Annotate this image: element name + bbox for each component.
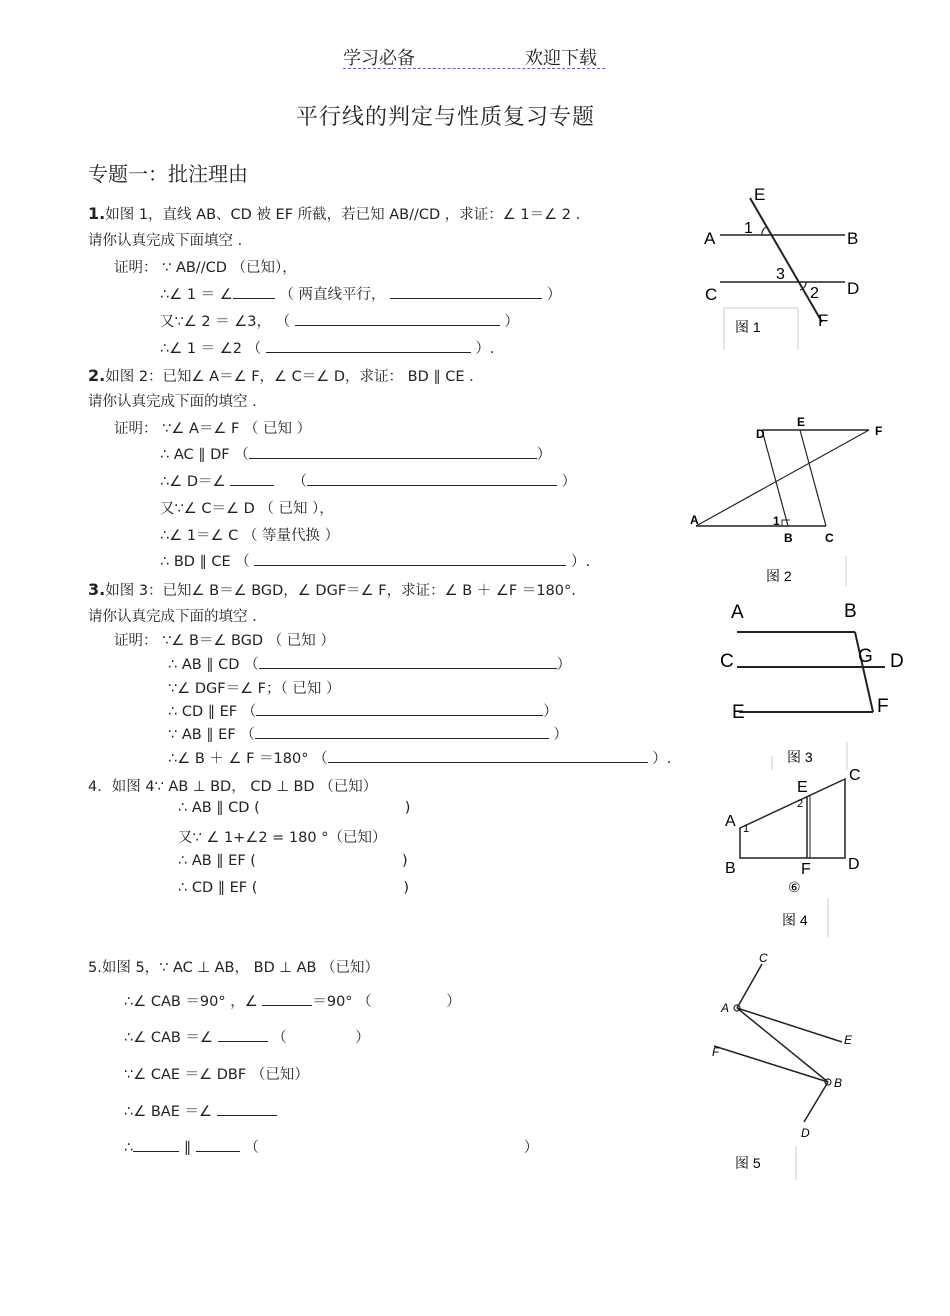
fig5-line-fb [714,1046,828,1082]
fig2-label-f: F [875,424,883,438]
q1-proof-line-1: 证明： ∵ AB//CD （已知）， [114,260,297,276]
fig1-label-3: 3 [776,266,785,283]
q3-instruction: 请你认真完成下面的填空 . [88,609,257,625]
q2-proof-line-6: ∴ BD ∥ CE （ ）. [160,550,590,571]
q5-blank-1[interactable] [262,991,312,1006]
fig1-angle-1-arc [762,227,766,235]
q3-blank-4[interactable] [328,748,648,763]
figure-3 [715,594,915,774]
fig3-label-g: G [858,646,873,667]
figure-4 [718,762,878,942]
q4-line-4: ∴ CD ∥ EF ( ) [178,880,410,896]
q5-line-4: ∴∠ BAE ＝∠ [124,1100,277,1121]
q3-number: 3. [88,580,106,599]
q5-line-2: ∴∠ CAB ＝∠ （ ） [124,1026,370,1047]
fig5-label-c: C [759,951,768,965]
q5-line-3: ∵∠ CAE ＝∠ DBF （已知） [124,1067,309,1083]
q3-proof-line-3: ∵∠ DGF＝∠ F；（ 已知 ） [168,681,341,697]
q3-proof-line-5: ∵ AB ∥ EF （ ） [168,723,568,744]
q4-statement: 4．如图 4∵ AB ⊥ BD， CD ⊥ BD （已知） [88,779,378,795]
fig4-label-b: B [725,860,736,877]
q3-blank-1[interactable] [259,654,557,669]
fig3-label-d: D [890,651,904,672]
q5-blank-3[interactable] [217,1101,277,1116]
q2-blank-4[interactable] [254,551,566,566]
fig1-label-c: C [705,285,718,304]
fig2-label-e: E [797,415,806,429]
q1-blank-2[interactable] [390,284,542,299]
fig5-line-ae [737,1008,842,1042]
q5-blank-5[interactable] [196,1137,240,1152]
q1-proof-line-4: ∴∠ 1 ＝ ∠2 （ ）. [160,337,494,358]
q2-instruction: 请你认真完成下面的填空 . [88,394,257,410]
fig2-label-c: C [825,531,834,545]
fig1-label-2: 2 [810,285,819,302]
fig2-label-b: B [784,531,793,545]
fig4-label-2: 2 [797,798,804,810]
fig3-caption: 图 3 [787,749,813,765]
q4-line-2: 又∵ ∠ 1+∠2 = 180 °（已知） [178,830,387,846]
q3-proof-line-1: 证明： ∵∠ B＝∠ BGD （ 已知 ） [114,633,335,649]
header-right: 欢迎下载 [525,48,597,69]
q1-blank-1[interactable] [233,284,275,299]
fig1-line-ef [750,198,822,322]
q1-proof-line-3: 又∵∠ 2 ＝ ∠3， （ ） [160,310,519,331]
fig2-label-a: A [690,513,699,527]
fig2-line-ec [800,430,826,526]
q3-blank-3[interactable] [255,724,549,739]
fig3-label-f: F [877,696,889,717]
fig4-label-d: D [848,856,860,873]
q2-proof-line-4: 又∵∠ C＝∠ D （ 已知 ）， [160,501,334,517]
fig4-label-six: ⑥ [788,879,801,895]
fig1-label-b: B [847,229,859,248]
fig2-line-db [762,430,788,526]
q5-statement: 5.如图 5，∵ AC ⊥ AB， BD ⊥ AB （已知） [88,960,380,976]
figure-5 [700,946,870,1186]
q1-statement: 如图 1，直线 AB、CD 被 EF 所截，若已知 AB//CD ，求证：∠ 1＝∠ 2 . [105,207,581,223]
fig4-caption: 图 4 [782,912,808,928]
page-title: 平行线的判定与性质复习专题 [296,105,596,130]
q2-blank-3[interactable] [307,471,557,486]
fig5-label-b: B [834,1076,843,1090]
fig1-label-d: D [847,279,860,298]
fig4-label-1: 1 [743,823,750,835]
q5-line-1: ∴∠ CAB ＝90° ，∠ ＝90° （ ） [124,990,461,1011]
section-title: 专题一：批注理由 [88,162,248,186]
fig4-label-e: E [797,779,808,796]
q1-proof-line-2: ∴∠ 1 ＝ ∠ （ 两直线平行， ） [160,283,561,304]
q3-blank-2[interactable] [256,701,543,716]
q2-proof-line-5: ∴∠ 1＝∠ C （ 等量代换 ） [160,528,340,544]
figure-2 [686,408,891,588]
fig3-line-bf [855,632,873,712]
fig5-line-ac [737,964,762,1008]
fig5-label-a: A [721,1001,730,1015]
q2-statement: 如图 2：已知∠ A＝∠ F，∠ C＝∠ D，求证： BD ∥ CE . [105,369,474,385]
q1-number: 1. [88,204,106,223]
fig5-label-d: D [801,1126,810,1140]
fig4-label-a: A [725,813,736,830]
q1-blank-3[interactable] [295,311,500,326]
q4-line-1: ∴ AB ∥ CD ( ) [178,800,411,816]
q3-proof-line-6: ∴∠ B ＋ ∠ F ＝180° （ ）. [168,747,671,768]
q2-proof-line-1: 证明： ∵∠ A＝∠ F （ 已知 ） [114,421,312,437]
q3-proof-line-4: ∴ CD ∥ EF （ ） [168,700,558,721]
header-divider [343,68,605,69]
fig1-caption: 图 1 [735,319,761,335]
q4-line-3: ∴ AB ∥ EF ( ) [178,853,408,869]
fig5-label-e: E [844,1033,853,1047]
fig4-label-f: F [801,861,811,878]
q1-instruction: 请你认真完成下面填空 . [88,233,243,249]
q5-blank-4[interactable] [133,1137,179,1152]
q3-statement: 如图 3：已知∠ B＝∠ BGD，∠ DGF＝∠ F，求证：∠ B ＋ ∠F ＝180°. [105,583,576,599]
q5-line-5: ∴ ∥ （ ） [124,1136,538,1157]
q1-text [88,203,580,224]
q2-proof-line-2: ∴ AC ∥ DF （ ） [160,443,551,464]
fig3-label-e: E [732,702,745,723]
fig1-label-a: A [704,229,716,248]
fig5-line-bd [804,1082,828,1122]
fig4-trapezoid [740,779,845,858]
fig5-label-f: F [712,1045,720,1059]
fig3-label-a: A [731,602,744,623]
q5-blank-2[interactable] [218,1027,268,1042]
q2-blank-1[interactable] [249,444,537,459]
fig2-label-d: D [756,427,765,441]
fig2-caption: 图 2 [766,568,792,584]
fig1-label-1: 1 [744,220,753,237]
header-left: 学习必备 [343,48,415,69]
fig1-label-e: E [754,185,766,204]
fig2-line-af [696,430,869,526]
fig5-line-ab [737,1008,828,1082]
q1-blank-4[interactable] [266,338,471,353]
fig1-label-f: F [818,311,829,330]
q3-proof-line-2: ∴ AB ∥ CD （ ） [168,653,571,674]
figure-1 [690,180,870,355]
q2-number: 2. [88,366,106,385]
q3-text [88,579,576,600]
fig3-label-b: B [844,601,857,622]
fig2-label-1: 1 [773,514,780,528]
fig4-label-c: C [849,767,861,784]
q2-text [88,365,474,386]
fig3-label-c: C [720,651,734,672]
fig5-caption: 图 5 [735,1155,761,1171]
q2-proof-line-3: ∴∠ D＝∠ （ ） [160,470,576,491]
q2-blank-2[interactable] [230,471,274,486]
